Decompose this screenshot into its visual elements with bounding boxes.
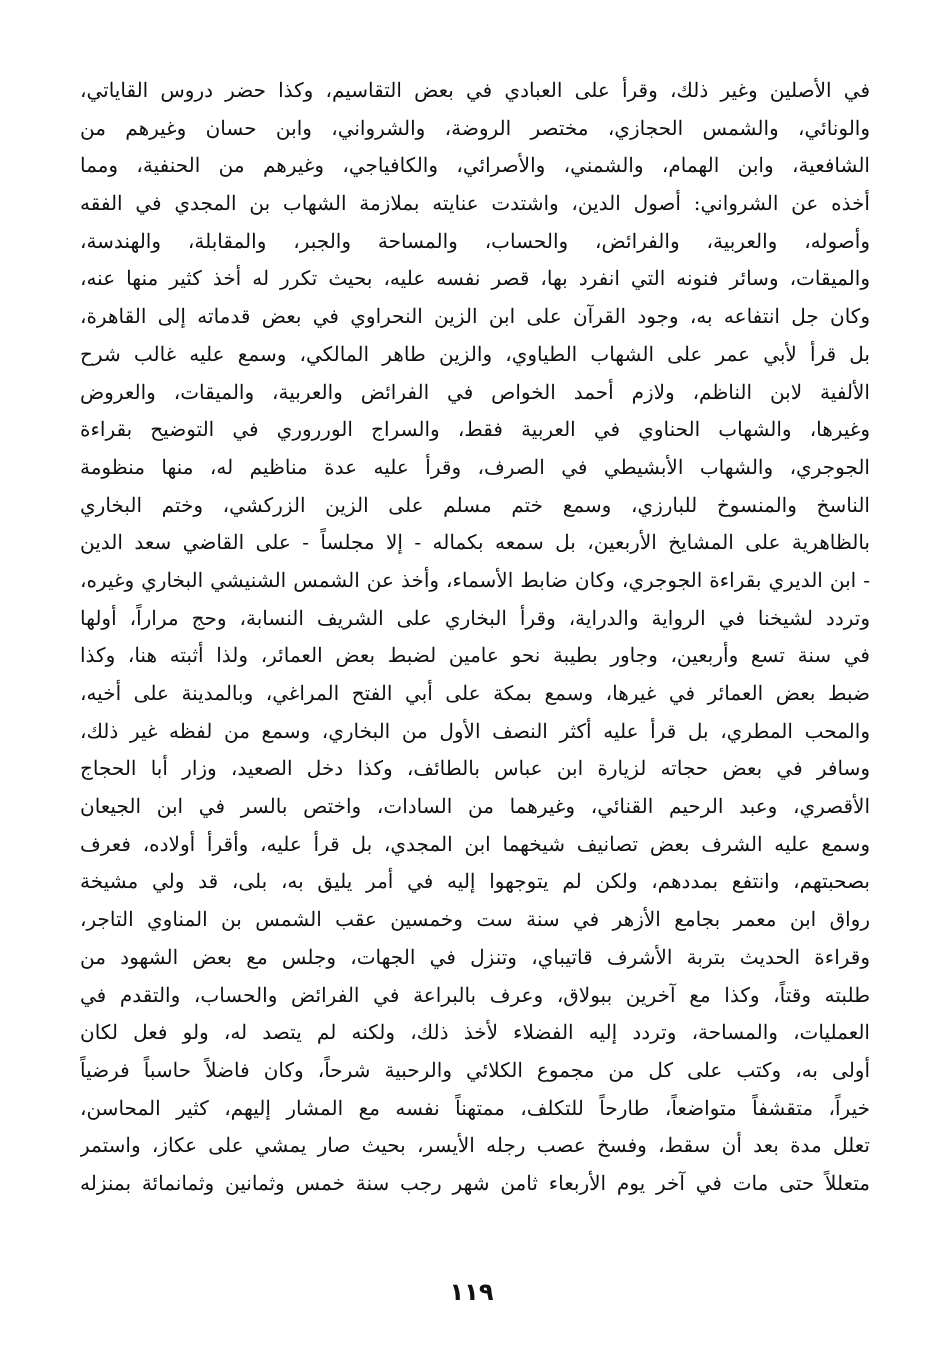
text-line: في سنة تسع وأربعين، وجاور بطيبة نحو عامين لضبط بعض العمائر، ولذا أثبته هنا، وكذا bbox=[80, 643, 870, 668]
text-line: الجوجري، والشهاب الأبشيطي في الصرف، وقرأ عليه عدة مناظيم له، منها منظومة bbox=[80, 454, 870, 479]
text-line: وتردد لشيخنا في الرواية والدراية، وقرأ البخاري على الشريف النسابة، وحج مراراً، أولها bbox=[80, 605, 870, 630]
text-line: - ابن الديري بقراءة الجوجري، وكان ضابط الأسماء، وأخذ عن الشمس الشنيشي البخاري وغيره، bbox=[80, 567, 870, 592]
text-line: متعللاً حتى مات في آخر يوم الأربعاء ثامن شهر رجب سنة خمس وثمانين وثمانمائة بمنزله bbox=[80, 1170, 870, 1195]
text-line: الشافعية، وابن الهمام، والشمني، والأصرائي، والكافياجي، وغيرهم من الحنفية، ومما bbox=[80, 153, 870, 178]
text-line: والونائي، والشمس الحجازي، مختصر الروضة، والشرواني، وابن حسان وغيرهم من bbox=[80, 115, 870, 140]
text-line: ضبط بعض العمائر في غيرها، وسمع بمكة على أبي الفتح المراغي، وبالمدينة على أخيه، bbox=[80, 681, 870, 705]
text-line: بالظاهرية على المشايخ الأربعين، بل سمعه بكماله - إلا مجلساً - على القاضي سعد الدين bbox=[80, 530, 870, 555]
text-line: وأصوله، والعربية، والفرائض، والحساب، والمساحة والجبر، والمقابلة، والهندسة، bbox=[80, 228, 870, 253]
text-line: تعلل مدة بعد أن سقط، وفسخ عصب رجله الأيسر، بحيث صار يمشي على عكاز، واستمر bbox=[80, 1133, 870, 1158]
text-line: الأقصري، وعبد الرحيم القنائي، وغيرهما من السادات، واختص بالسر في ابن الجيعان bbox=[80, 794, 870, 819]
text-line: رواق ابن معمر بجامع الأزهر في سنة ست وخمسين عقب الشمس بن المناوي التاجر، bbox=[80, 907, 870, 932]
text-line: أخذه عن الشرواني: أصول الدين، واشتدت عنايته بملازمة الشهاب بن المجدي في الفقه bbox=[80, 191, 870, 216]
text-line: وسافر في بعض حجاته لزيارة ابن عباس بالطائف، وكذا دخل الصعيد، وزار أبا الحجاج bbox=[80, 756, 870, 781]
text-line: في الأصلين وغير ذلك، وقرأ على العبادي في بعض التقاسيم، وكذا حضر دروس القاياتي، bbox=[80, 78, 870, 102]
text-line: الناسخ والمنسوخ للبارزي، وسمع ختم مسلم على الزين الزركشي، وختم البخاري bbox=[80, 492, 870, 517]
text-line: وسمع عليه الشرف بعض تصانيف شيخهما ابن المجدي، بل قرأ عليه، وأقرأ أولاده، فعرف bbox=[80, 831, 870, 856]
text-line: والمحب المطري، بل قرأ عليه أكثر النصف الأول من البخاري، وسمع من لفظه غير ذلك، bbox=[80, 718, 870, 743]
page-number: ١١٩ bbox=[449, 1278, 494, 1306]
text-line: والميقات، وسائر فنونه التي انفرد بها، قصر نفسه عليه، بحيث تكرر له أخذ كثير منها عنه، bbox=[80, 266, 870, 291]
text-line: العمليات، والمساحة، وتردد إليه الفضلاء لأخذ ذلك، ولكنه لم يتصد له، ولو فعل لكان bbox=[80, 1020, 870, 1045]
body-text bbox=[80, 72, 870, 1203]
text-line: بصحبتهم، وانتفع بمددهم، ولكن لم يتوجهوا إليه في أمر يليق به، بلى، قد ولي مشيخة bbox=[80, 869, 870, 894]
text-line: الألفية لابن الناظم، ولازم أحمد الخواص في الفرائض والعربية، والميقات، والعروض bbox=[80, 379, 870, 404]
text-line: بل قرأ لأبي عمر على الشهاب الطياوي، والزين طاهر المالكي، وسمع عليه غالب شرح bbox=[80, 341, 870, 366]
text-line: خيراً، متقشفاً متواضعاً، طارحاً للتكلف، ممتهناً نفسه مع المشار إليهم، كثير المحاسن، bbox=[80, 1095, 870, 1120]
text-line: وقراءة الحديث بتربة الأشرف قاتيباي، وتنزل في الجهات، وجلس مع بعض الشهود من bbox=[80, 944, 870, 969]
text-line: أولى به، وكتب على كل من مجموع الكلائي والرحبية شرحاً، وكان فاضلاً حاسباً فرضياً bbox=[80, 1057, 870, 1082]
text-line: وغيرها، والشهاب الحناوي في العربية فقط، والسراج الورروري في التوضيح بقراءة bbox=[80, 417, 870, 442]
text-line: طلبته وقتاً، وكذا مع آخرين ببولاق، وعرف بالبراعة في الفرائض والحساب، والتقدم في bbox=[80, 982, 870, 1007]
text-line: وكان جل انتفاعه به، وجود القرآن على ابن الزين النحراوي في بعض قدماته إلى القاهرة، bbox=[80, 304, 870, 329]
